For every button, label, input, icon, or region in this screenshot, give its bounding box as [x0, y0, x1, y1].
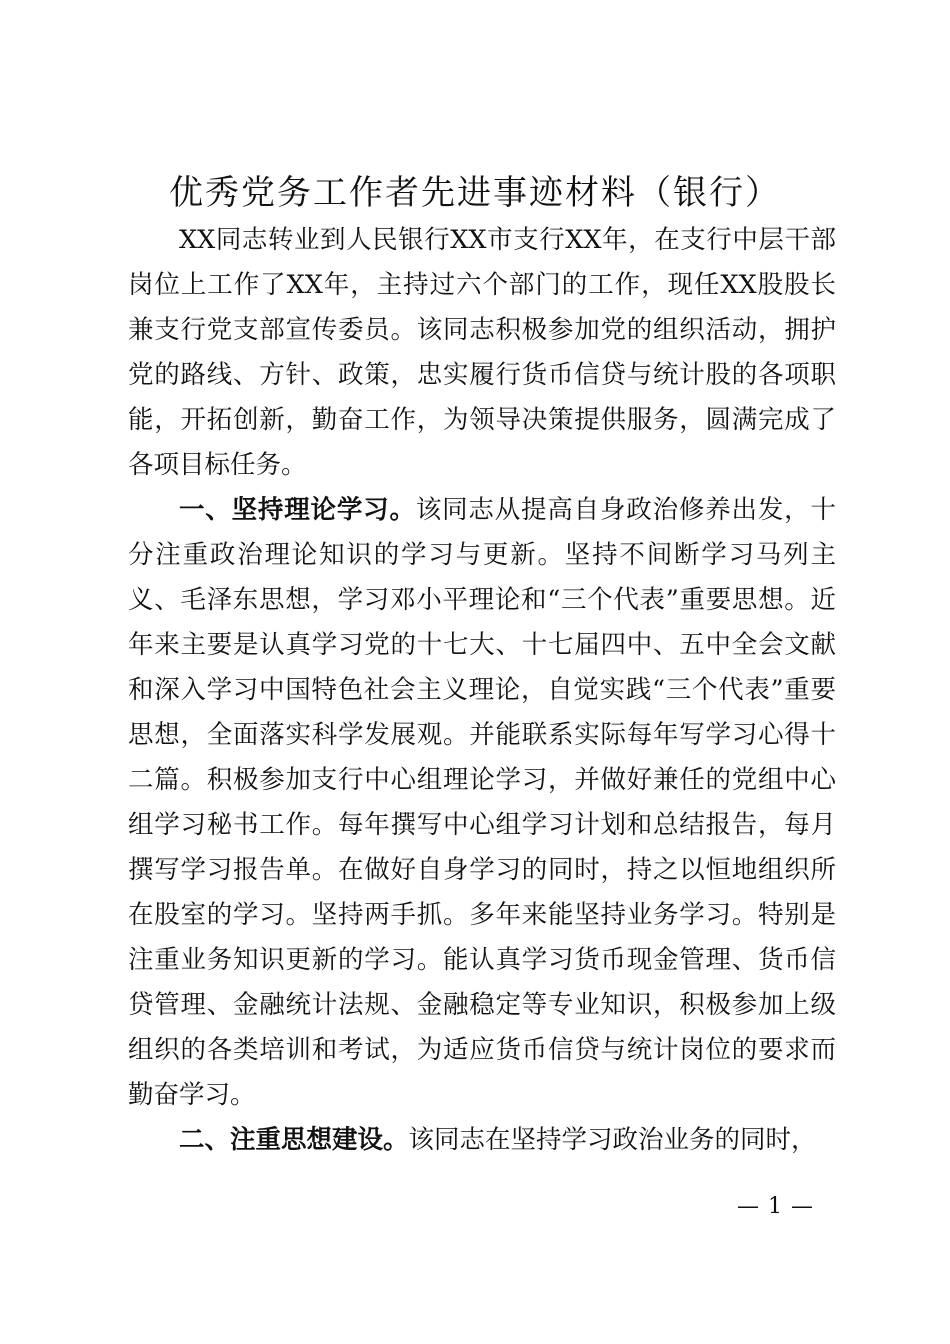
document-body: [128, 218, 836, 1163]
paragraph-intro-text: XX同志转业到人民银行XX市支行XX年，在支行中层干部岗位上工作了XX年，主持过六个部门的工作，现任XX股股长兼支行党支部宣传委员。该同志积极参加党的组织活动，拥护党的路线、方针、政策，忠实履行货币信贷与统计股的各项职能，开拓创新，勤奋工作，为领导决策提供服务，圆满完成了各项目标任务。: [128, 225, 836, 480]
section-1-heading: 一、坚持理论学习。: [179, 495, 416, 525]
document-title: 优秀党务工作者先进事迹材料（银行）: [169, 173, 781, 213]
paragraph-section-1: [128, 488, 836, 1118]
section-1-text: 该同志从提高自身政治修养出发，十分注重政治理论知识的学习与更新。坚持不间断学习马列主义、毛泽东思想，学习邓小平理论和“三个代表”重要思想。近年来主要是认真学习党的十七大、十七届四中、五中全会文献和深入学习中国特色社会主义理论，自觉实践“三个代表”重要思想，全面落实科学发展观。并能联系实际每年写学习心得十二篇。积极参加支行中心组理论学习，并做好兼任的党组中心组学习秘书工作。每年撰写中心组学习计划和总结报告，每月撰写学习报告单。在做好自身学习的同时，持之以恒地组织所在股室的学习。坚持两手抓。多年来能坚持业务学习。特别是注重业务知识更新的学习。能认真学习货币现金管理、货币信贷管理、金融统计法规、金融稳定等专业知识，积极参加上级组织的各类培训和考试，为适应货币信贷与统计岗位的要求而勤奋学习。: [128, 495, 836, 1110]
section-2-heading: 二、注重思想建设。: [179, 1125, 409, 1155]
paragraph-intro: [128, 218, 836, 488]
page-number: — 1 —: [737, 1194, 814, 1219]
paragraph-section-2: [128, 1118, 836, 1163]
section-2-text: 该同志在坚持学习政治业务的同时，: [408, 1125, 817, 1155]
